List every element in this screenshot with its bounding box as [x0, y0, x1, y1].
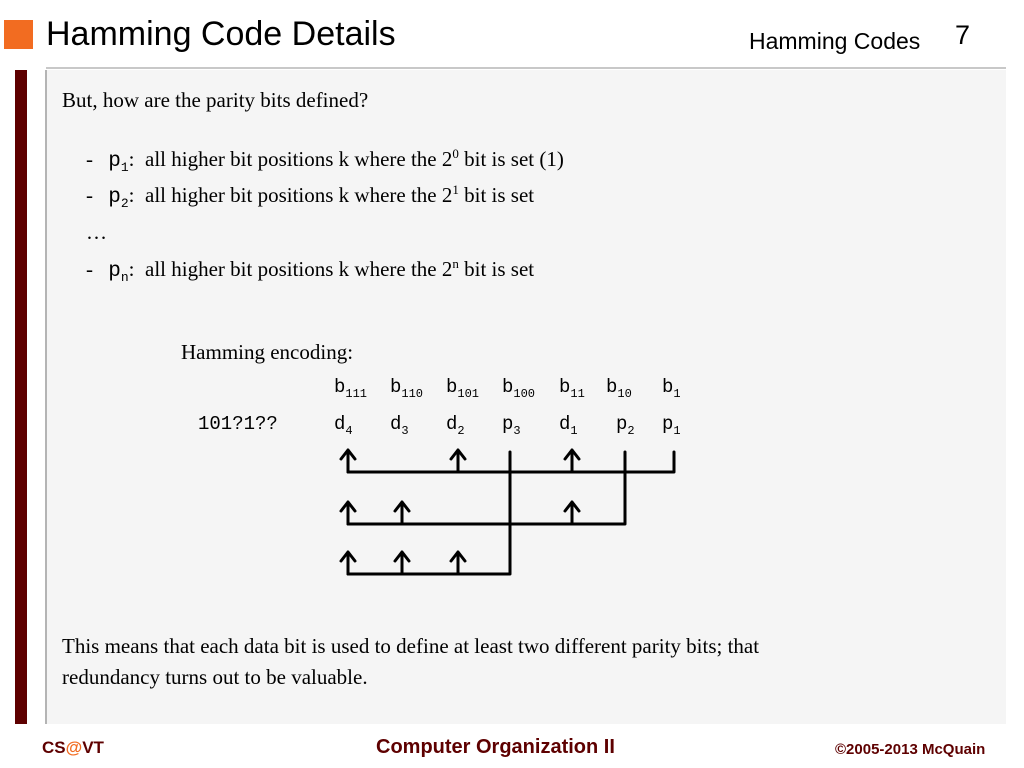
section-title: Hamming Codes: [749, 28, 921, 54]
encoding-label: Hamming encoding:: [181, 340, 354, 364]
p2-connector-line: [348, 452, 625, 524]
arrow-d1-p2: [565, 502, 579, 524]
conclusion-line-2: redundancy turns out to be valuable.: [62, 665, 368, 689]
position-header-b111: $b_{111}$: [334, 376, 368, 401]
parity-coverage-diagram: [330, 440, 690, 585]
p2-coverage-group: [341, 452, 625, 524]
data-word: 101?1??: [198, 413, 278, 435]
arrow-d3-p2: [395, 502, 409, 524]
bullet-text: : all higher bit positions k where the 2: [128, 147, 453, 171]
header-rule: [46, 67, 1006, 69]
arrow-d2-p3: [451, 552, 465, 574]
bullet-superscript: n: [452, 256, 459, 271]
arrow-d4-p1: [341, 450, 355, 472]
arrow-d4-p3: [341, 552, 355, 574]
position-header-b11: $b_{11}$: [559, 376, 585, 401]
left-accent-bar: [15, 70, 27, 724]
footer-course: Computer Organization II: [376, 736, 615, 758]
position-header-b1: $b_1$: [662, 376, 681, 401]
bullet-dash: -: [86, 147, 93, 171]
question-text: But, how are the parity bits defined?: [62, 88, 369, 112]
ellipsis: …: [86, 220, 107, 244]
bullet-text: : all higher bit positions k where the 2: [128, 183, 453, 207]
bit-d4: $d_4$: [334, 413, 353, 438]
conclusion-line-1: This means that each data bit is used to define at least two different parity bits; that: [62, 634, 760, 658]
var-name: p: [108, 186, 121, 209]
bit-p2: $p_2$: [616, 413, 635, 438]
p3-connector-line: [348, 452, 510, 574]
bullet-superscript: 1: [452, 182, 459, 197]
bullet-p2: [86, 182, 535, 212]
content-panel-edge: [45, 70, 47, 724]
bullet-text-end: bit is set (1): [458, 147, 564, 171]
bullet-text: : all higher bit positions k where the 2: [128, 257, 453, 281]
var-subscript: 2: [120, 196, 129, 212]
var-subscript: n: [120, 270, 129, 286]
title-marker: [4, 20, 33, 49]
bit-d1: $d_1$: [559, 413, 578, 438]
var-name: p: [108, 150, 121, 173]
slide-title: Hamming Code Details: [46, 15, 396, 53]
bit-d3: $d_3$: [390, 413, 409, 438]
bullet-pn: [86, 256, 535, 286]
position-header-b100: $b_{100}$: [502, 376, 536, 401]
arrow-d2-p1: [451, 450, 465, 472]
bullet-p1: [86, 146, 564, 176]
bullet-dash: -: [86, 183, 93, 207]
footer-copyright: ©2005-2013 McQuain: [835, 741, 986, 758]
p3-coverage-group: [341, 452, 510, 574]
bullet-text-end: bit is set: [458, 183, 535, 207]
footer-cs-at-vt: CS@VT: [42, 738, 104, 757]
arrow-d4-p2: [341, 502, 355, 524]
page-number: 7: [955, 20, 971, 50]
var-name: p: [108, 260, 121, 283]
bit-d2: $d_2$: [446, 413, 465, 438]
position-header-b101: $b_{101}$: [446, 376, 480, 401]
bit-p1: $p_1$: [662, 413, 681, 438]
arrow-d1-p1: [565, 450, 579, 472]
bullet-text-end: bit is set: [458, 257, 535, 281]
bullet-superscript: 0: [452, 146, 459, 161]
position-header-b10: $b_{10}$: [606, 376, 632, 401]
var-subscript: 1: [120, 160, 129, 176]
bullet-dash: -: [86, 257, 93, 281]
bit-p3: $p_3$: [502, 413, 521, 438]
arrow-d3-p3: [395, 552, 409, 574]
position-header-b110: $b_{110}$: [390, 376, 424, 401]
